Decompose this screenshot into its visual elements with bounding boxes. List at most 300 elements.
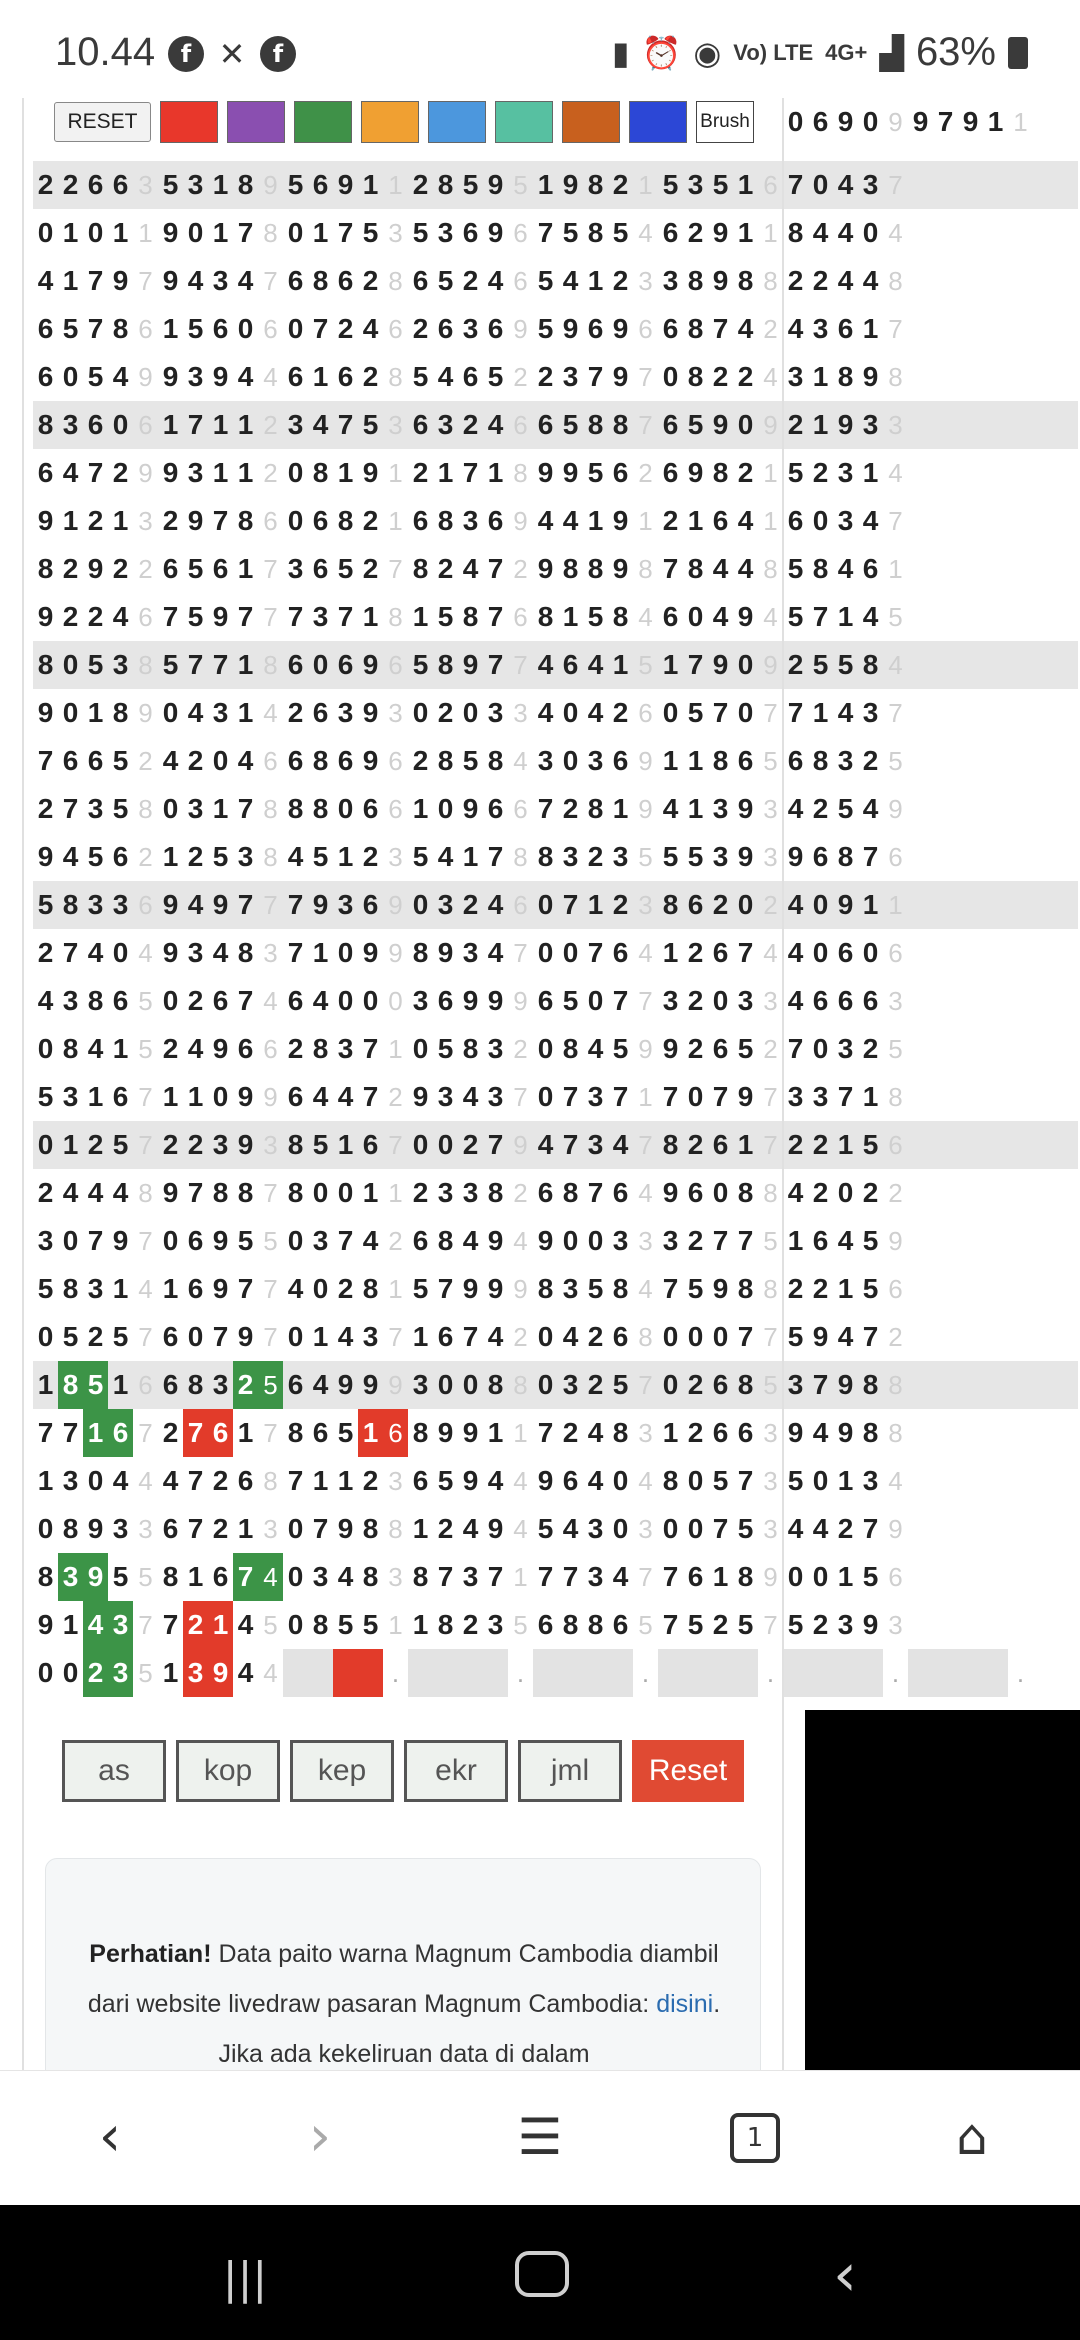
- grid-digit[interactable]: [908, 1649, 933, 1697]
- grid-digit[interactable]: 8: [287, 1417, 304, 1448]
- grid-digit[interactable]: 9: [612, 313, 629, 344]
- grid-digit[interactable]: 2: [812, 1609, 829, 1640]
- grid-digit[interactable]: 5: [787, 1321, 804, 1352]
- grid-digit[interactable]: 0: [237, 313, 254, 344]
- grid-digit[interactable]: 9: [437, 1417, 454, 1448]
- grid-digit[interactable]: 1: [837, 601, 854, 632]
- grid-digit[interactable]: 6: [612, 745, 629, 776]
- grid-digit[interactable]: 3: [212, 697, 229, 728]
- grid-digit[interactable]: 0: [37, 217, 54, 248]
- grid-digit[interactable]: 2: [362, 505, 379, 536]
- grid-digit[interactable]: 9: [787, 1417, 804, 1448]
- grid-digit[interactable]: 4: [862, 505, 879, 536]
- grid-separator-digit[interactable]: 6: [763, 170, 778, 200]
- grid-digit[interactable]: 6: [337, 265, 354, 296]
- grid-digit[interactable]: 5: [862, 1273, 879, 1304]
- grid-separator-digit[interactable]: 3: [763, 1514, 778, 1544]
- grid-separator-digit[interactable]: 7: [763, 698, 778, 728]
- grid-digit[interactable]: 5: [562, 217, 579, 248]
- grid-digit[interactable]: 7: [587, 1177, 604, 1208]
- grid-digit[interactable]: 1: [37, 1369, 54, 1400]
- grid-digit[interactable]: 9: [837, 889, 854, 920]
- grid-digit[interactable]: 1: [737, 217, 754, 248]
- grid-digit[interactable]: 0: [37, 1321, 54, 1352]
- grid-digit[interactable]: 7: [312, 313, 329, 344]
- grid-digit[interactable]: 5: [138, 1658, 153, 1688]
- grid-digit[interactable]: 9: [862, 1609, 879, 1640]
- grid-digit[interactable]: 9: [187, 505, 204, 536]
- back-system-icon[interactable]: ‹: [833, 2240, 857, 2310]
- grid-digit[interactable]: 1: [62, 217, 79, 248]
- grid-separator-digit[interactable]: 8: [763, 554, 778, 584]
- grid-digit[interactable]: 6: [162, 1513, 179, 1544]
- grid-digit[interactable]: 4: [787, 1177, 804, 1208]
- grid-digit[interactable]: 9: [37, 841, 54, 872]
- grid-digit[interactable]: 7: [487, 1561, 504, 1592]
- grid-digit[interactable]: 6: [87, 745, 104, 776]
- grid-digit[interactable]: 4: [837, 697, 854, 728]
- grid-separator-digit[interactable]: 4: [888, 458, 903, 488]
- grid-digit[interactable]: 8: [737, 1177, 754, 1208]
- grid-digit[interactable]: 6: [787, 505, 804, 536]
- grid-separator-digit[interactable]: 4: [638, 1274, 653, 1304]
- grid-digit[interactable]: 2: [687, 1129, 704, 1160]
- grid-digit[interactable]: 2: [737, 361, 754, 392]
- grid-digit[interactable]: 7: [562, 889, 579, 920]
- grid-digit[interactable]: 5: [662, 169, 679, 200]
- grid-separator-digit[interactable]: 8: [138, 1178, 153, 1208]
- grid-digit[interactable]: 2: [162, 1129, 179, 1160]
- grid-digit[interactable]: 8: [612, 1273, 629, 1304]
- grid-digit[interactable]: 2: [462, 1129, 479, 1160]
- grid-separator-digit[interactable]: 2: [388, 1082, 403, 1112]
- grid-digit[interactable]: 1: [187, 1561, 204, 1592]
- grid-digit[interactable]: 8: [687, 313, 704, 344]
- grid-digit[interactable]: 5: [362, 409, 379, 440]
- grid-digit[interactable]: 3: [87, 889, 104, 920]
- grid-digit[interactable]: 5: [612, 1033, 629, 1064]
- grid-digit[interactable]: 7: [687, 649, 704, 680]
- grid-digit[interactable]: 2: [537, 361, 554, 392]
- grid-digit[interactable]: 8: [662, 889, 679, 920]
- grid-digit[interactable]: 0: [837, 1177, 854, 1208]
- color-swatch-teal[interactable]: [495, 101, 553, 143]
- grid-digit[interactable]: 9: [362, 745, 379, 776]
- grid-digit[interactable]: 8: [487, 1369, 504, 1400]
- grid-digit[interactable]: 9: [712, 217, 729, 248]
- grid-digit[interactable]: 0: [537, 937, 554, 968]
- grid-digit[interactable]: 4: [787, 313, 804, 344]
- grid-digit[interactable]: 6: [37, 313, 54, 344]
- as-button[interactable]: as: [62, 1740, 166, 1802]
- grid-digit[interactable]: 6: [562, 1465, 579, 1496]
- grid-digit[interactable]: 5: [62, 1321, 79, 1352]
- grid-digit[interactable]: 8: [62, 1033, 79, 1064]
- menu-icon[interactable]: ☰: [517, 2108, 563, 2166]
- grid-digit[interactable]: 5: [337, 1417, 354, 1448]
- grid-separator-digit[interactable]: 7: [388, 1130, 403, 1160]
- grid-digit[interactable]: 3: [837, 745, 854, 776]
- grid-digit[interactable]: 9: [83, 1553, 108, 1601]
- grid-digit[interactable]: 6: [312, 169, 329, 200]
- grid-digit[interactable]: [458, 1649, 483, 1697]
- grid-digit[interactable]: 5: [62, 313, 79, 344]
- grid-digit[interactable]: 9: [162, 1177, 179, 1208]
- grid-digit[interactable]: 7: [187, 649, 204, 680]
- grid-separator-digit[interactable]: 8: [888, 362, 903, 392]
- grid-digit[interactable]: 1: [237, 457, 254, 488]
- grid-digit[interactable]: 9: [687, 457, 704, 488]
- grid-digit[interactable]: 8: [737, 1273, 754, 1304]
- grid-digit[interactable]: 9: [212, 361, 229, 392]
- grid-digit[interactable]: 1: [312, 1465, 329, 1496]
- grid-digit[interactable]: 8: [362, 1513, 379, 1544]
- grid-digit[interactable]: 3: [287, 553, 304, 584]
- grid-separator-digit[interactable]: 6: [513, 410, 528, 440]
- grid-digit[interactable]: 7: [87, 457, 104, 488]
- grid-digit[interactable]: [308, 1649, 333, 1697]
- grid-digit[interactable]: 6: [162, 553, 179, 584]
- grid-digit[interactable]: 9: [787, 841, 804, 872]
- grid-digit[interactable]: 7: [712, 1081, 729, 1112]
- grid-digit[interactable]: 4: [862, 601, 879, 632]
- grid-digit[interactable]: 7: [712, 1513, 729, 1544]
- grid-digit[interactable]: 4: [562, 1513, 579, 1544]
- grid-separator-digit[interactable]: 2: [513, 554, 528, 584]
- grid-separator-digit[interactable]: 8: [888, 1082, 903, 1112]
- grid-digit[interactable]: 1: [412, 1513, 429, 1544]
- grid-separator-digit[interactable]: 1: [638, 506, 653, 536]
- grid-digit[interactable]: 3: [562, 361, 579, 392]
- grid-digit[interactable]: 6: [712, 1369, 729, 1400]
- grid-digit[interactable]: 2: [162, 505, 179, 536]
- grid-digit[interactable]: 9: [112, 265, 129, 296]
- grid-separator-digit[interactable]: 9: [138, 458, 153, 488]
- grid-separator-digit[interactable]: 2: [763, 314, 778, 344]
- grid-digit[interactable]: 4: [587, 1417, 604, 1448]
- grid-digit[interactable]: 7: [587, 361, 604, 392]
- grid-digit[interactable]: 2: [812, 457, 829, 488]
- grid-digit[interactable]: 2: [212, 1465, 229, 1496]
- grid-digit[interactable]: 3: [462, 937, 479, 968]
- grid-digit[interactable]: 8: [62, 1273, 79, 1304]
- grid-digit[interactable]: 1: [587, 265, 604, 296]
- grid-separator-digit[interactable]: 4: [763, 602, 778, 632]
- grid-separator-digit[interactable]: 7: [513, 1082, 528, 1112]
- grid-digit[interactable]: 0: [662, 697, 679, 728]
- grid-digit[interactable]: 7: [162, 1609, 179, 1640]
- grid-digit[interactable]: 8: [87, 985, 104, 1016]
- grid-digit[interactable]: 5: [562, 985, 579, 1016]
- grid-separator-digit[interactable]: 5: [638, 1610, 653, 1640]
- grid-digit[interactable]: 4: [562, 505, 579, 536]
- grid-digit[interactable]: 1: [212, 793, 229, 824]
- grid-digit[interactable]: 9: [237, 1081, 254, 1112]
- grid-separator-digit[interactable]: 5: [513, 170, 528, 200]
- grid-digit[interactable]: 7: [287, 889, 304, 920]
- grid-digit[interactable]: 4: [662, 793, 679, 824]
- grid-digit[interactable]: 9: [162, 937, 179, 968]
- jml-button[interactable]: jml: [518, 1740, 622, 1802]
- grid-digit[interactable]: 9: [562, 169, 579, 200]
- grid-digit[interactable]: 2: [87, 601, 104, 632]
- grid-digit[interactable]: 7: [787, 1033, 804, 1064]
- grid-digit[interactable]: [983, 1649, 1008, 1697]
- grid-digit[interactable]: 2: [612, 697, 629, 728]
- grid-digit[interactable]: 2: [687, 1417, 704, 1448]
- grid-digit[interactable]: .: [1016, 1658, 1025, 1688]
- grid-separator-digit[interactable]: 4: [513, 746, 528, 776]
- grid-separator-digit[interactable]: 6: [138, 890, 153, 920]
- grid-digit[interactable]: 1: [662, 937, 679, 968]
- grid-digit[interactable]: 4: [37, 985, 54, 1016]
- grid-digit[interactable]: 6: [212, 313, 229, 344]
- grid-digit[interactable]: 0: [312, 1177, 329, 1208]
- grid-digit[interactable]: 3: [312, 1225, 329, 1256]
- grid-digit[interactable]: 9: [362, 937, 379, 968]
- grid-digit[interactable]: 3: [587, 1129, 604, 1160]
- grid-digit[interactable]: 8: [662, 1129, 679, 1160]
- grid-digit[interactable]: 7: [487, 601, 504, 632]
- grid-digit[interactable]: 4: [312, 985, 329, 1016]
- grid-digit[interactable]: 1: [662, 745, 679, 776]
- grid-digit[interactable]: 1: [1013, 107, 1028, 137]
- grid-digit[interactable]: 0: [537, 1033, 554, 1064]
- grid-digit[interactable]: .: [766, 1658, 775, 1688]
- grid-digit[interactable]: 1: [337, 841, 354, 872]
- grid-digit[interactable]: 1: [837, 1561, 854, 1592]
- grid-digit[interactable]: 4: [87, 937, 104, 968]
- grid-digit[interactable]: 6: [537, 1609, 554, 1640]
- grid-digit[interactable]: 0: [212, 1081, 229, 1112]
- grid-digit[interactable]: 8: [58, 1361, 83, 1409]
- grid-digit[interactable]: 4: [587, 697, 604, 728]
- grid-digit[interactable]: 5: [162, 649, 179, 680]
- grid-separator-digit[interactable]: 9: [763, 410, 778, 440]
- grid-digit[interactable]: 1: [337, 1465, 354, 1496]
- grid-digit[interactable]: 2: [687, 1033, 704, 1064]
- back-icon[interactable]: ‹: [98, 2104, 122, 2169]
- grid-digit[interactable]: 9: [362, 649, 379, 680]
- grid-digit[interactable]: 9: [37, 697, 54, 728]
- grid-digit[interactable]: 2: [62, 601, 79, 632]
- grid-digit[interactable]: 5: [737, 1513, 754, 1544]
- grid-digit[interactable]: 5: [662, 841, 679, 872]
- grid-digit[interactable]: 6: [687, 889, 704, 920]
- grid-digit[interactable]: 7: [737, 1321, 754, 1352]
- grid-digit[interactable]: 5: [112, 1321, 129, 1352]
- grid-digit[interactable]: 5: [362, 1609, 379, 1640]
- grid-separator-digit[interactable]: 7: [138, 1226, 153, 1256]
- grid-digit[interactable]: 2: [162, 1417, 179, 1448]
- grid-digit[interactable]: 2: [87, 505, 104, 536]
- brush-button[interactable]: Brush: [696, 101, 754, 143]
- grid-digit[interactable]: 0: [62, 649, 79, 680]
- grid-digit[interactable]: 1: [112, 1369, 129, 1400]
- grid-digit[interactable]: 3: [562, 1273, 579, 1304]
- grid-digit[interactable]: 4: [812, 1513, 829, 1544]
- grid-digit[interactable]: 4: [487, 889, 504, 920]
- grid-digit[interactable]: 2: [37, 793, 54, 824]
- grid-digit[interactable]: 1: [737, 1129, 754, 1160]
- grid-digit[interactable]: 5: [687, 697, 704, 728]
- grid-digit[interactable]: 6: [112, 985, 129, 1016]
- grid-separator-digit[interactable]: 6: [513, 794, 528, 824]
- grid-digit[interactable]: 6: [487, 793, 504, 824]
- grid-digit[interactable]: 6: [312, 553, 329, 584]
- grid-separator-digit[interactable]: 2: [138, 842, 153, 872]
- grid-digit[interactable]: 5: [187, 313, 204, 344]
- grid-digit[interactable]: 4: [537, 505, 554, 536]
- grid-separator-digit[interactable]: 6: [263, 314, 278, 344]
- grid-digit[interactable]: 5: [537, 265, 554, 296]
- grid-digit[interactable]: 9: [212, 1273, 229, 1304]
- grid-separator-digit[interactable]: 7: [138, 1082, 153, 1112]
- grid-digit[interactable]: 1: [62, 505, 79, 536]
- grid-separator-digit[interactable]: 7: [263, 1178, 278, 1208]
- grid-digit[interactable]: 2: [362, 361, 379, 392]
- grid-digit[interactable]: 2: [612, 889, 629, 920]
- grid-digit[interactable]: 6: [662, 409, 679, 440]
- grid-digit[interactable]: 8: [287, 1129, 304, 1160]
- grid-digit[interactable]: 3: [712, 793, 729, 824]
- grid-digit[interactable]: 0: [212, 745, 229, 776]
- grid-separator-digit[interactable]: 8: [888, 1370, 903, 1400]
- grid-digit[interactable]: 0: [687, 1513, 704, 1544]
- grid-digit[interactable]: [933, 1649, 958, 1697]
- grid-digit[interactable]: 8: [562, 553, 579, 584]
- grid-digit[interactable]: 7: [537, 793, 554, 824]
- grid-digit[interactable]: 7: [662, 1081, 679, 1112]
- grid-digit[interactable]: 5: [87, 361, 104, 392]
- grid-digit[interactable]: 3: [612, 841, 629, 872]
- grid-digit[interactable]: [558, 1649, 583, 1697]
- grid-digit[interactable]: 0: [462, 1369, 479, 1400]
- grid-digit[interactable]: 4: [112, 601, 129, 632]
- grid-digit[interactable]: 6: [112, 841, 129, 872]
- grid-digit[interactable]: [608, 1649, 633, 1697]
- grid-digit[interactable]: 0: [62, 1657, 79, 1688]
- grid-digit[interactable]: 7: [233, 1553, 258, 1601]
- grid-digit[interactable]: 6: [812, 841, 829, 872]
- grid-digit[interactable]: 1: [87, 1081, 104, 1112]
- grid-digit[interactable]: [658, 1649, 683, 1697]
- grid-digit[interactable]: 6: [87, 169, 104, 200]
- grid-digit[interactable]: 4: [87, 1033, 104, 1064]
- grid-digit[interactable]: 5: [837, 793, 854, 824]
- grid-digit[interactable]: 9: [337, 169, 354, 200]
- grid-digit[interactable]: 0: [112, 937, 129, 968]
- grid-separator-digit[interactable]: 1: [763, 218, 778, 248]
- toolbar-reset-button[interactable]: RESET: [54, 102, 151, 142]
- grid-digit[interactable]: [333, 1649, 358, 1697]
- grid-digit[interactable]: 0: [687, 601, 704, 632]
- grid-digit[interactable]: 4: [812, 217, 829, 248]
- grid-digit[interactable]: 3: [712, 841, 729, 872]
- grid-digit[interactable]: 1: [112, 217, 129, 248]
- grid-separator-digit[interactable]: 4: [263, 698, 278, 728]
- grid-digit[interactable]: 1: [212, 217, 229, 248]
- grid-digit[interactable]: 2: [462, 889, 479, 920]
- grid-digit[interactable]: 8: [737, 1369, 754, 1400]
- grid-digit[interactable]: 3: [662, 985, 679, 1016]
- grid-digit[interactable]: 6: [662, 601, 679, 632]
- grid-separator-digit[interactable]: 2: [263, 410, 278, 440]
- grid-digit[interactable]: 4: [787, 793, 804, 824]
- grid-digit[interactable]: 4: [487, 937, 504, 968]
- grid-digit[interactable]: 8: [187, 1369, 204, 1400]
- grid-digit[interactable]: 9: [337, 1369, 354, 1400]
- grid-digit[interactable]: 6: [108, 1409, 133, 1457]
- grid-digit[interactable]: 4: [337, 1081, 354, 1112]
- grid-digit[interactable]: 4: [537, 697, 554, 728]
- grid-digit[interactable]: 2: [37, 1177, 54, 1208]
- grid-digit[interactable]: 4: [237, 745, 254, 776]
- grid-digit[interactable]: 5: [312, 1129, 329, 1160]
- grid-digit[interactable]: 4: [112, 1465, 129, 1496]
- grid-digit[interactable]: 7: [487, 553, 504, 584]
- grid-digit[interactable]: 0: [687, 1081, 704, 1112]
- grid-digit[interactable]: 1: [112, 505, 129, 536]
- grid-separator-digit[interactable]: 8: [638, 1322, 653, 1352]
- grid-digit[interactable]: 1: [562, 601, 579, 632]
- grid-digit[interactable]: 2: [112, 553, 129, 584]
- grid-digit[interactable]: 1: [87, 697, 104, 728]
- grid-digit[interactable]: 5: [737, 1609, 754, 1640]
- grid-digit[interactable]: 3: [687, 169, 704, 200]
- grid-digit[interactable]: 2: [812, 1177, 829, 1208]
- grid-digit[interactable]: 2: [437, 697, 454, 728]
- grid-separator-digit[interactable]: 3: [638, 266, 653, 296]
- grid-digit[interactable]: 0: [112, 409, 129, 440]
- grid-digit[interactable]: 9: [537, 457, 554, 488]
- grid-digit[interactable]: 5: [437, 1033, 454, 1064]
- grid-digit[interactable]: 1: [712, 1561, 729, 1592]
- grid-digit[interactable]: 0: [712, 985, 729, 1016]
- grid-digit[interactable]: 1: [212, 169, 229, 200]
- grid-separator-digit[interactable]: 4: [638, 218, 653, 248]
- grid-digit[interactable]: 7: [737, 1465, 754, 1496]
- grid-digit[interactable]: 6: [412, 505, 429, 536]
- grid-digit[interactable]: 1: [237, 697, 254, 728]
- grid-digit[interactable]: 7: [87, 1225, 104, 1256]
- grid-digit[interactable]: 9: [712, 265, 729, 296]
- grid-digit[interactable]: 4: [862, 265, 879, 296]
- grid-digit[interactable]: 4: [312, 1081, 329, 1112]
- grid-digit[interactable]: 1: [237, 649, 254, 680]
- grid-digit[interactable]: [533, 1649, 558, 1697]
- grid-separator-digit[interactable]: 1: [513, 1418, 528, 1448]
- grid-digit[interactable]: 1: [612, 649, 629, 680]
- grid-separator-digit[interactable]: 9: [638, 794, 653, 824]
- grid-digit[interactable]: 2: [587, 841, 604, 872]
- grid-digit[interactable]: 9: [362, 697, 379, 728]
- grid-digit[interactable]: 2: [787, 1273, 804, 1304]
- grid-digit[interactable]: 3: [108, 1649, 133, 1697]
- grid-separator-digit[interactable]: 2: [138, 554, 153, 584]
- grid-separator-digit[interactable]: 6: [888, 1130, 903, 1160]
- grid-digit[interactable]: 8: [412, 553, 429, 584]
- grid-separator-digit[interactable]: 3: [763, 794, 778, 824]
- grid-digit[interactable]: 9: [87, 1513, 104, 1544]
- grid-digit[interactable]: 6: [437, 985, 454, 1016]
- grid-digit[interactable]: 8: [437, 1609, 454, 1640]
- grid-digit[interactable]: 3: [562, 1369, 579, 1400]
- grid-separator-digit[interactable]: 4: [263, 362, 278, 392]
- grid-digit[interactable]: 3: [437, 409, 454, 440]
- grid-digit[interactable]: 1: [487, 1417, 504, 1448]
- grid-separator-digit[interactable]: 7: [513, 938, 528, 968]
